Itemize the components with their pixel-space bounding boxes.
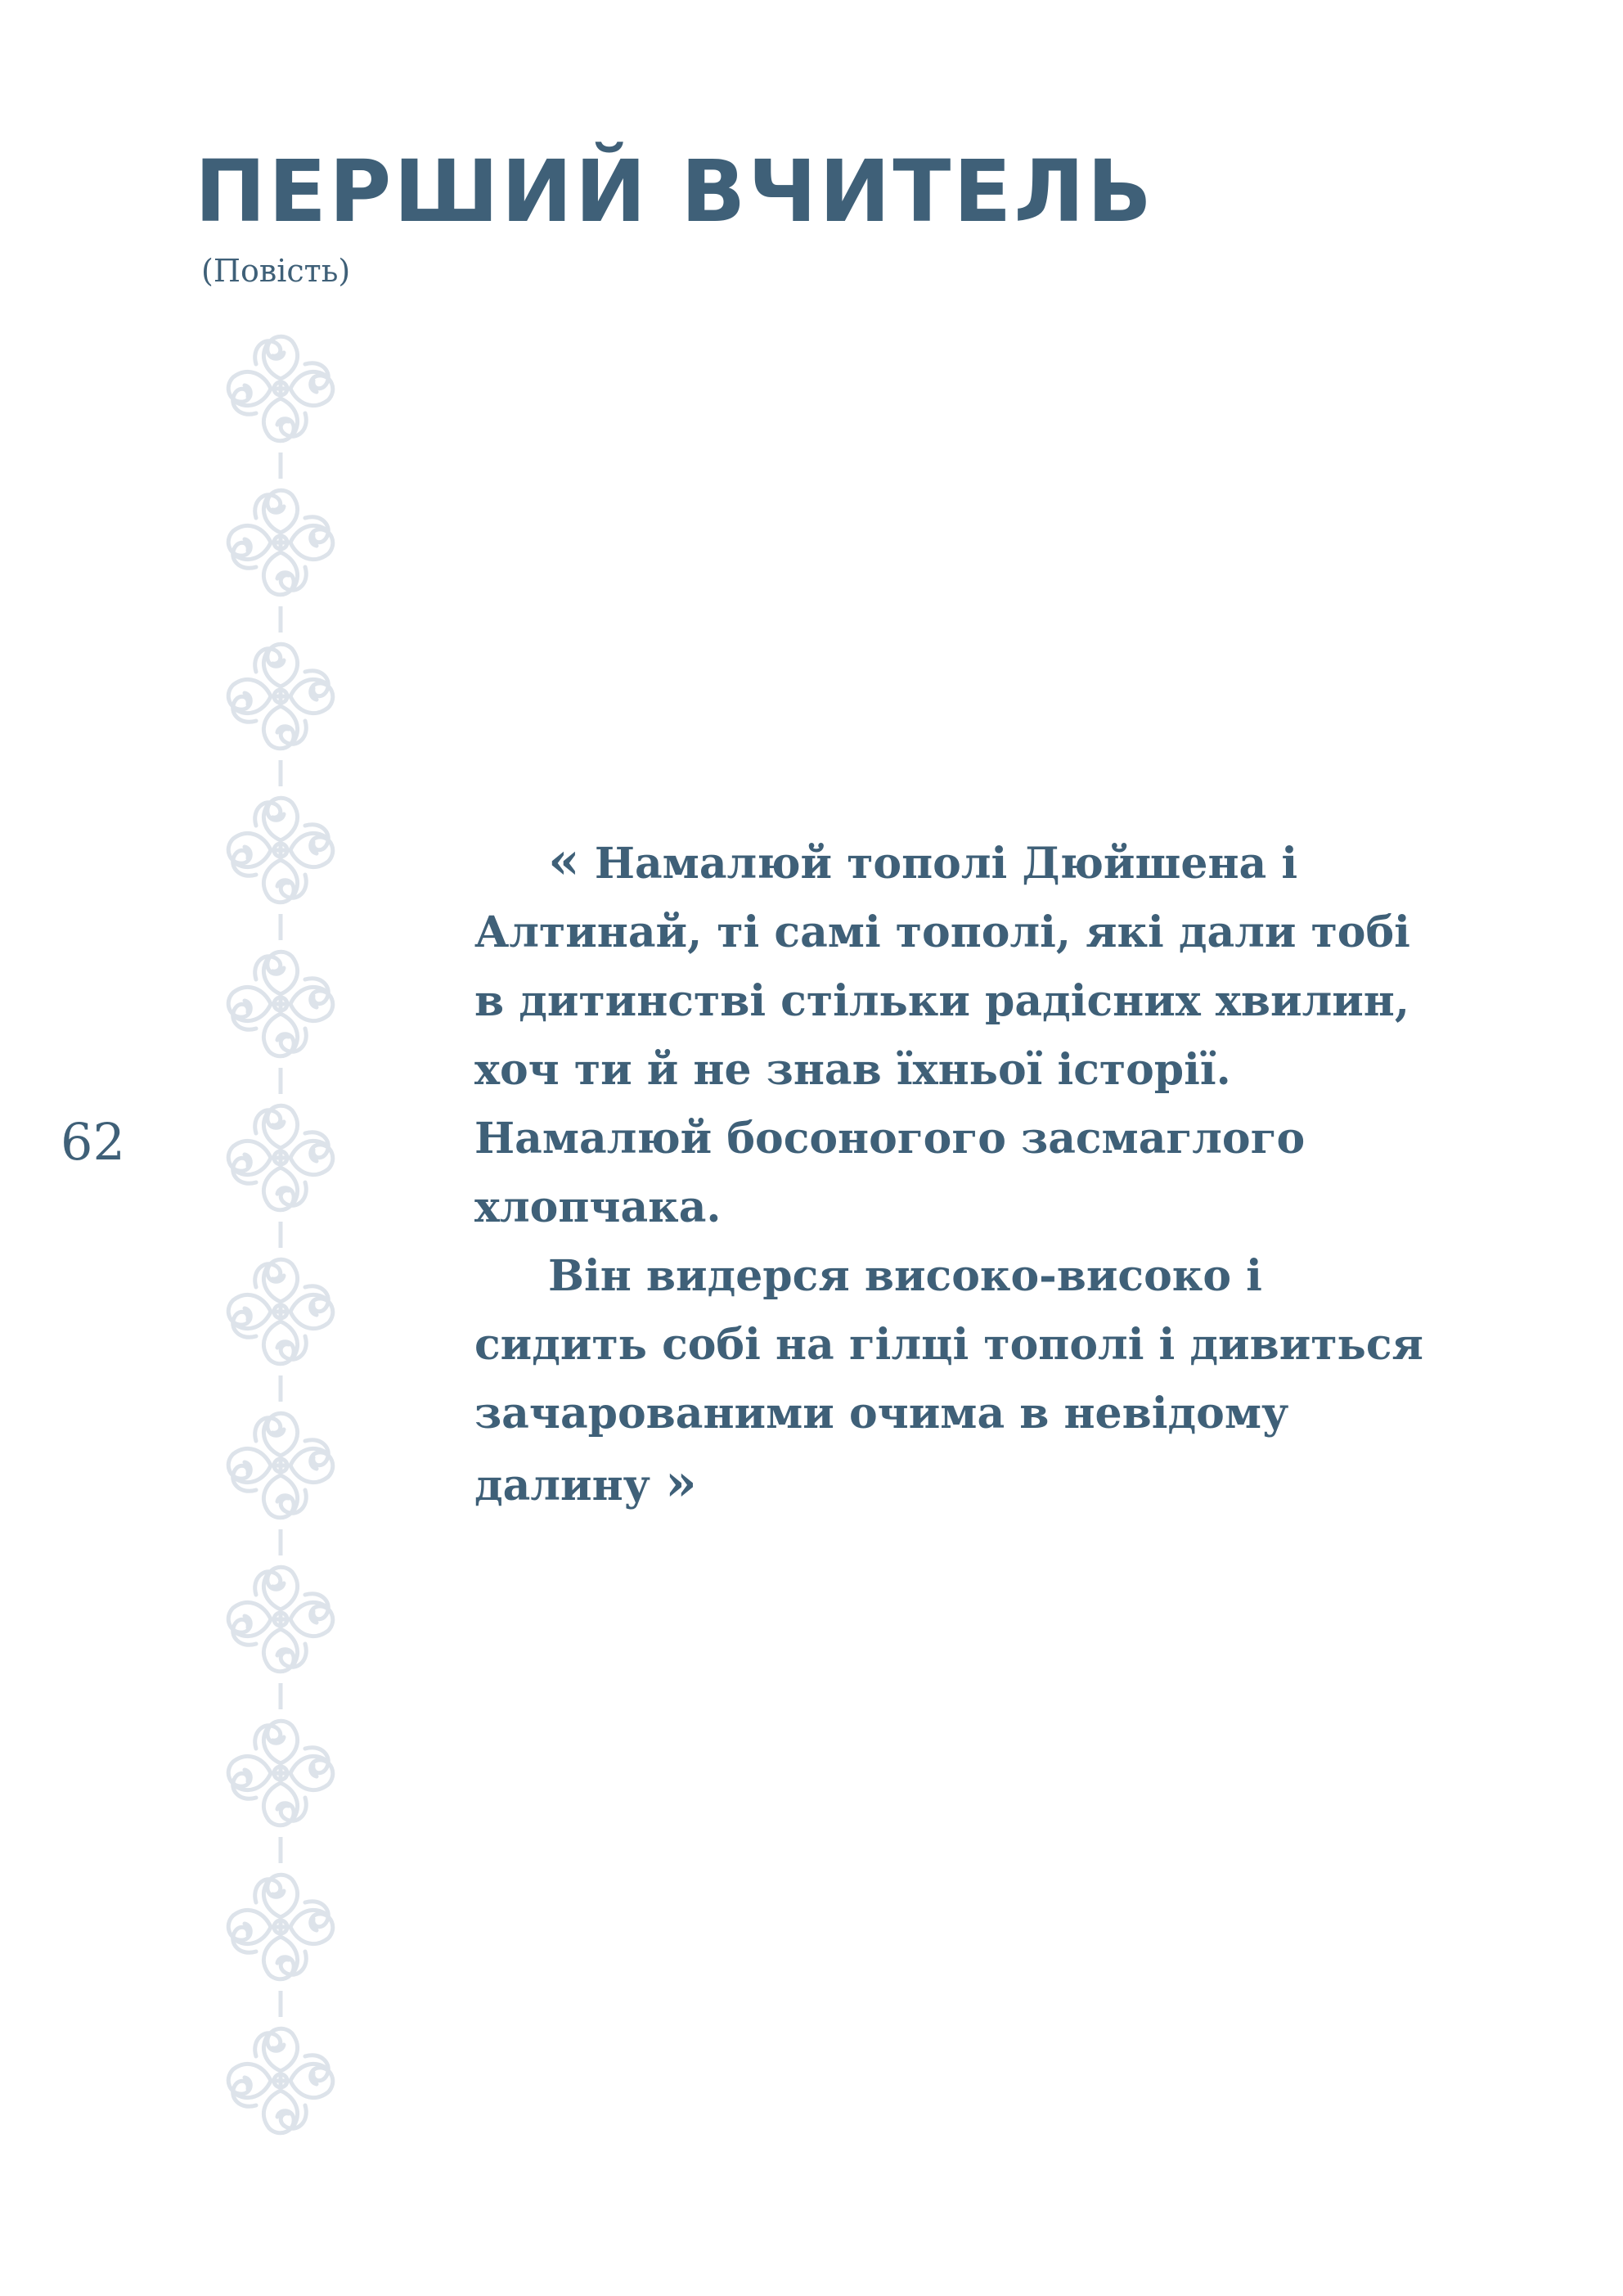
kyrgyz-ornament-icon — [228, 1567, 333, 1672]
quote-text-1: Намалюй тополі Дюйшена і Алтинай, ті самі тополі, які дали тобі в дитинстві стільки радісних хвилин, хоч ти й не знав їхньої історії. Намалюй босоногого засмаглого хлопчака. — [474, 839, 1410, 1232]
page-subtitle: (Повість) — [201, 253, 351, 289]
kyrgyz-ornament-icon — [228, 798, 333, 903]
quote-paragraph-2 — [474, 1242, 1440, 1520]
close-quote-mark: » — [665, 1452, 697, 1512]
kyrgyz-ornament-icon — [228, 2028, 333, 2133]
page-number: 62 — [61, 1112, 125, 1172]
kyrgyz-ornament-icon — [228, 1259, 333, 1364]
kyrgyz-ornament-icon — [228, 1721, 333, 1826]
quote-block — [474, 826, 1440, 1520]
quote-paragraph-1 — [474, 826, 1440, 1242]
quote-text-2: Він видерся високо-високо і сидить собі на гілці тополі і дивиться зачарованими очима в невідому далину — [474, 1251, 1423, 1510]
open-quote-mark: « — [548, 831, 580, 890]
page-title: ПЕРШИЙ ВЧИТЕЛЬ — [195, 142, 1155, 241]
kyrgyz-ornament-icon — [228, 952, 333, 1056]
kyrgyz-ornament-icon — [228, 1875, 333, 1979]
ornament-strip — [199, 327, 362, 2177]
ornament-column — [199, 327, 362, 2177]
kyrgyz-ornament-icon — [228, 1105, 333, 1210]
kyrgyz-ornament-icon — [228, 490, 333, 595]
kyrgyz-ornament-icon — [228, 1413, 333, 1518]
kyrgyz-ornament-icon — [228, 644, 333, 749]
kyrgyz-ornament-icon — [228, 336, 333, 441]
